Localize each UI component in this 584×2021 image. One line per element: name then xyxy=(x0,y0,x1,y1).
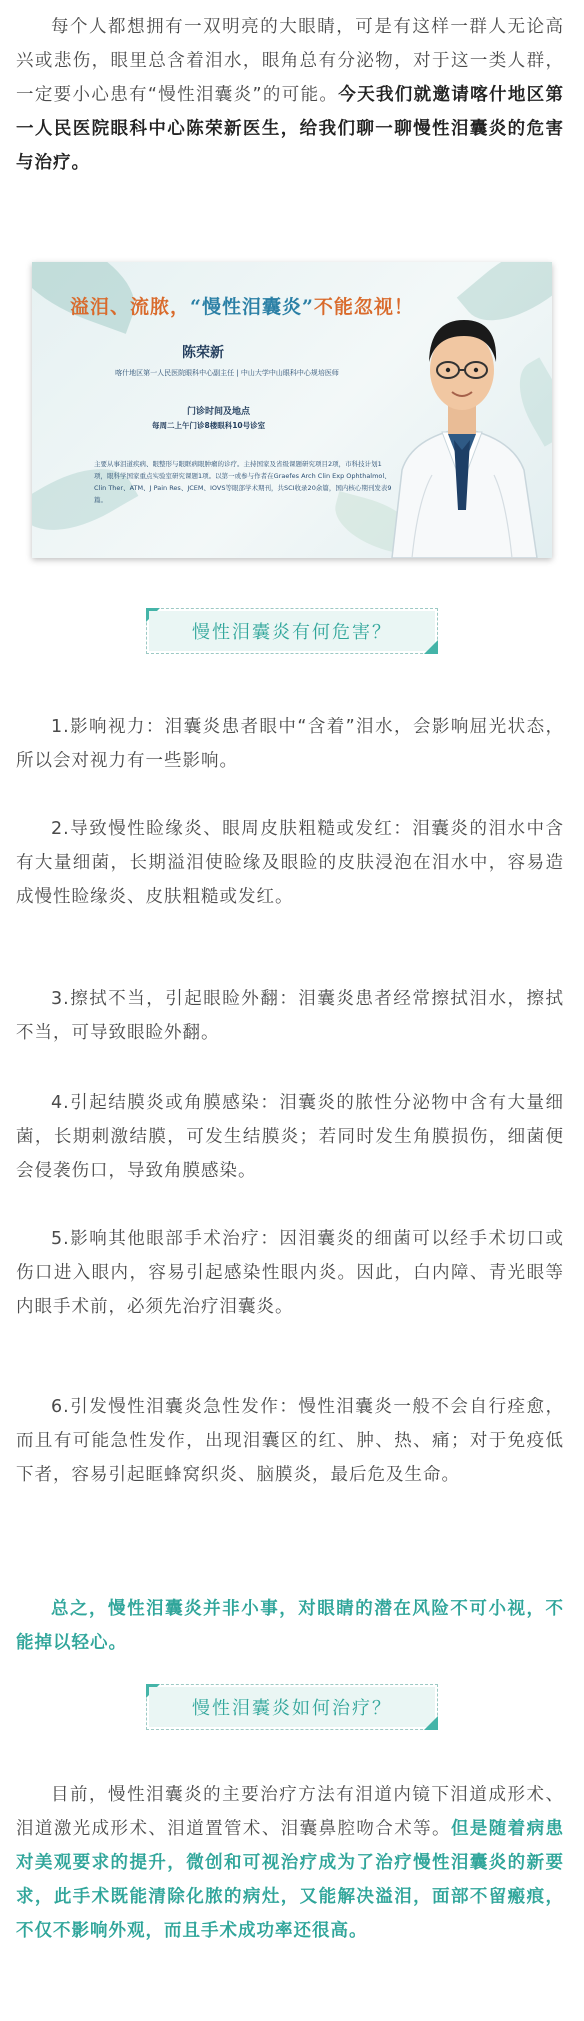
section-header-treatment xyxy=(146,1684,438,1730)
section-title: 慢性泪囊炎有何危害？ xyxy=(192,622,392,643)
intro-paragraph xyxy=(16,10,564,180)
summary-paragraph: 总之，慢性泪囊炎并非小事，对眼睛的潜在风险不可小视，不能掉以轻心。 xyxy=(16,1599,564,1653)
harm-item-3: 3.擦拭不当，引起眼睑外翻：泪囊炎患者经常擦拭泪水，擦拭不当，可导致眼睑外翻。 xyxy=(16,989,564,1043)
harm-item-5: 5.影响其他眼部手术治疗：因泪囊炎的细菌可以经手术切口或伤口进入眼内，容易引起感染性眼内炎。因此，白内障、青光眼等内眼手术前，必须先治疗泪囊炎。 xyxy=(16,1229,564,1317)
treatment-text: 目前，慢性泪囊炎的主要治疗方法有泪道内镜下泪道成形术、泪道激光成形术、泪道置管术、泪囊鼻腔吻合术等。 xyxy=(16,1785,564,1839)
intro-highlight: 今天我们就邀请喀什地区第一人民医院眼科中心陈荣新医生，给我们聊一聊慢性泪囊炎的危害与治疗。 xyxy=(16,85,565,173)
clinic-info: 每周二上午门诊8楼眼科10号诊室 xyxy=(152,421,266,430)
doctor-title: 喀什地区第一人民医院眼科中心副主任 | 中山大学中山眼科中心规培医师 xyxy=(115,369,339,377)
treatment-highlight: 但是随着病患对美观要求的提升，微创和可视治疗成为了治疗慢性泪囊炎的新要求，此手术既能清除化脓的病灶，又能解决溢泪，面部不留瘢痕，不仅不影响外观，而且手术成功率还很高。 xyxy=(16,1819,565,1941)
doctor-bio: 主要从事泪道疾病、眼整形与眼眶病眼肿瘤的诊疗。主持国家及省级课题研究项目2项，市科技计划1项，眼科学国家重点实验室研究课题1项。以第一或参与作者在Graefes Arch Clin Exp Ophthalmol、Clin Ther、ATM、J Pain Res、JCEM、IOVS等眼部学术期刊，共SCI收录20余篇，国内核心期刊发表9篇。 xyxy=(94,460,392,504)
clinic-heading: 门诊时间及地点 xyxy=(187,407,251,417)
section-header-harm xyxy=(146,608,438,654)
doctor-name: 陈荣新 xyxy=(182,345,224,361)
harm-item-2: 2.导致慢性睑缘炎、眼周皮肤粗糙或发红：泪囊炎的泪水中含有大量细菌，长期溢泪使睑缘及眼睑的皮肤浸泡在泪水中，容易造成慢性睑缘炎、皮肤粗糙或发红。 xyxy=(16,819,564,907)
corner-triangle-icon xyxy=(424,1716,438,1730)
doctor-portrait xyxy=(372,270,552,558)
harm-item-4: 4.引起结膜炎或角膜感染：泪囊炎的脓性分泌物中含有大量细菌，长期刺激结膜，可发生结膜炎；若同时发生角膜损伤，细菌便会侵袭伤口，导致角膜感染。 xyxy=(16,1093,564,1181)
intro-text: 每个人都想拥有一双明亮的大眼睛，可是有这样一群人无论高兴或悲伤，眼里总含着泪水，眼角总有分泌物，对于这一类人群，一定要小心患有“慢性泪囊炎”的可能。 xyxy=(16,17,564,105)
harm-item-6: 6.引发慢性泪囊炎急性发作：慢性泪囊炎一般不会自行痊愈，而且有可能急性发作，出现泪囊区的红、肿、热、痛；对于免疫低下者，容易引起眶蜂窝织炎、脑膜炎，最后危及生命。 xyxy=(16,1397,564,1485)
section-title: 慢性泪囊炎如何治疗？ xyxy=(192,1698,392,1719)
corner-triangle-icon xyxy=(424,640,438,654)
doctor-banner xyxy=(32,262,552,558)
banner-headline: 溢泪、流脓，“慢性泪囊炎”不能忽视！ xyxy=(70,296,414,318)
harm-item-1: 1.影响视力：泪囊炎患者眼中“含着”泪水，会影响屈光状态，所以会对视力有一些影响。 xyxy=(16,717,564,771)
treatment-paragraph xyxy=(16,1778,564,1948)
